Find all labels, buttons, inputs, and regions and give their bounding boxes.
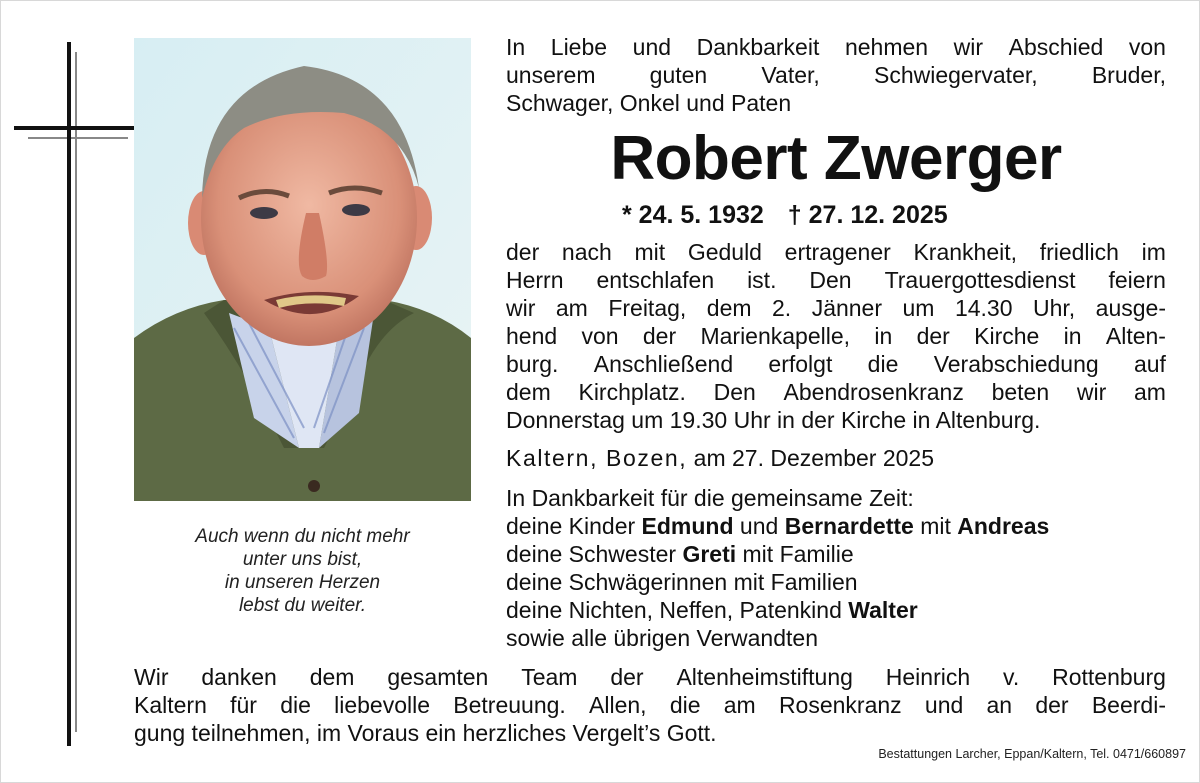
mourners-nieces: deine Nichten, Neffen, Patenkind Walter xyxy=(506,597,918,623)
place-and-date xyxy=(506,444,1166,472)
place-date: am 27. Dezember 2025 xyxy=(693,445,935,471)
verse-line: Auch wenn du nicht mehr xyxy=(195,526,410,547)
mourners-sister: deine Schwester Greti mit Familie xyxy=(506,541,854,567)
body-line-6: dem Kirchplatz. Den Abendrosenkranz beten wir am xyxy=(506,379,1166,405)
verse-line: unter uns bist, xyxy=(242,549,363,570)
mourners-others: sowie alle übrigen Verwandten xyxy=(506,625,818,651)
portrait-photo xyxy=(134,38,471,501)
intro-line-2: unserem guten Vater, Schwiegervater, Bruder, xyxy=(506,62,1166,88)
deceased-name: Robert Zwerger xyxy=(610,124,1062,193)
body-line-2: Herrn entschlafen ist. Den Trauergottesdienst feiern xyxy=(506,267,1166,293)
life-dates xyxy=(622,200,948,230)
verse-line: in unseren Herzen xyxy=(224,572,381,593)
mourners-sisters-in-law: deine Schwägerinnen mit Familien xyxy=(506,569,858,595)
thanks-line-3: gung teilnehmen, im Voraus ein herzliches Vergelt’s Gott. xyxy=(134,720,717,746)
memorial-verse xyxy=(134,525,471,617)
birth-date: * 24. 5. 1932 xyxy=(622,201,764,229)
mourners-children: deine Kinder Edmund und Bernardette mit Andreas xyxy=(506,513,1050,539)
place-town: Kaltern, Bozen, xyxy=(506,445,688,471)
death-date: † 27. 12. 2025 xyxy=(787,201,948,229)
body-line-1: der nach mit Geduld ertragener Krankheit, friedlich im xyxy=(506,239,1166,265)
intro-line-1: In Liebe und Dankbarkeit nehmen wir Abschied von xyxy=(506,34,1166,60)
body-line-3: wir am Freitag, dem 2. Jänner um 14.30 Uhr, ausge- xyxy=(506,295,1166,321)
thanks-line-2: Kaltern für die liebevolle Betreuung. Allen, die am Rosenkranz und an der Beerdi- xyxy=(134,692,1166,718)
intro-line-3: Schwager, Onkel und Paten xyxy=(506,90,792,116)
verse-line: lebst du weiter. xyxy=(238,595,367,616)
thanks-line-1: Wir danken dem gesamten Team der Altenheimstiftung Heinrich v. Rottenburg xyxy=(134,664,1166,690)
body-line-5: burg. Anschließend erfolgt die Verabschiedung auf xyxy=(506,351,1166,377)
mourners-heading: In Dankbarkeit für die gemeinsame Zeit: xyxy=(506,485,914,511)
body-line-4: hend von der Marienkapelle, in der Kirche in Alten- xyxy=(506,323,1166,349)
undertaker-contact: Bestattungen Larcher, Eppan/Kaltern, Tel. 0471/660897 xyxy=(878,747,1186,761)
cross-icon xyxy=(14,42,136,746)
body-line-7: Donnerstag um 19.30 Uhr in der Kirche in Altenburg. xyxy=(506,407,1041,433)
